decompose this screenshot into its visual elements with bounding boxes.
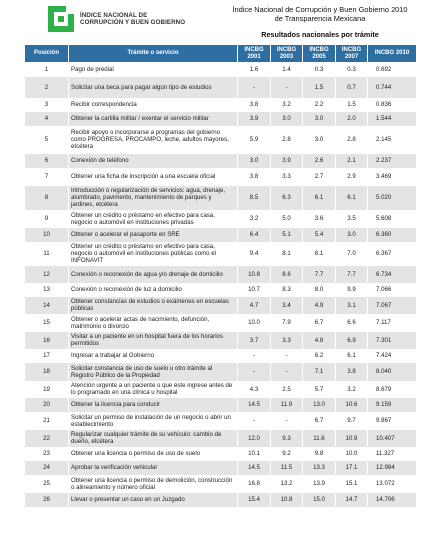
cell-incbg-2005: 8.0 xyxy=(303,283,336,297)
cell-incbg-2005: 0.3 xyxy=(303,63,336,77)
cell-incbg-2001: - xyxy=(238,77,271,98)
organization-name xyxy=(80,12,185,26)
table-row xyxy=(25,430,417,447)
column-header-posicion: Posición xyxy=(25,45,69,63)
cell-incbg-2007: 7.0 xyxy=(336,242,368,266)
cell-posicion: 7 xyxy=(25,168,69,186)
cell-posicion: 18 xyxy=(25,363,69,381)
cell-incbg-2003: 3.4 xyxy=(271,297,303,314)
table-body xyxy=(25,63,417,507)
cell-incbg-2003: 3.0 xyxy=(271,112,303,126)
cell-incbg-2010: 7.424 xyxy=(368,349,417,363)
cell-incbg-2005: 11.6 xyxy=(303,430,336,447)
cell-incbg-2005: 7.1 xyxy=(303,363,336,381)
cell-incbg-2007: 6.1 xyxy=(336,186,368,210)
cell-incbg-2007: 2.0 xyxy=(336,112,368,126)
cell-incbg-2007: 2.8 xyxy=(336,126,368,154)
cell-incbg-2010: 0.744 xyxy=(368,77,417,98)
cell-posicion: 2 xyxy=(25,77,69,98)
cell-incbg-2001: 4.7 xyxy=(238,297,271,314)
cell-incbg-2007: 10.9 xyxy=(336,430,368,447)
table-row xyxy=(25,210,417,228)
cell-incbg-2003: 6.3 xyxy=(271,186,303,210)
cell-incbg-2010: 2.237 xyxy=(368,154,417,168)
cell-incbg-2010: 6.360 xyxy=(368,228,417,242)
page-title-line2: de Transparencia Mexicana xyxy=(274,14,366,23)
cell-incbg-2003: 8.6 xyxy=(271,266,303,283)
cell-incbg-2001: 6.4 xyxy=(238,228,271,242)
cell-incbg-2010: 12.984 xyxy=(368,461,417,475)
table-row xyxy=(25,398,417,412)
cell-tramite: Conexión o reconexión de agua y/o drenaje de domicilio xyxy=(69,266,238,283)
cell-tramite: Obtener una ficha de inscripción a una escuela oficial xyxy=(69,168,238,186)
cell-incbg-2001: - xyxy=(238,349,271,363)
cell-incbg-2010: 8.040 xyxy=(368,363,417,381)
cell-incbg-2010: 5.608 xyxy=(368,210,417,228)
table-row xyxy=(25,283,417,297)
cell-posicion: 4 xyxy=(25,112,69,126)
cell-incbg-2001: 8.5 xyxy=(238,186,271,210)
cell-incbg-2010: 3.469 xyxy=(368,168,417,186)
cell-incbg-2001: 14.5 xyxy=(238,461,271,475)
incbg-logo-icon xyxy=(48,6,74,32)
cell-incbg-2010: 11.327 xyxy=(368,447,417,461)
cell-incbg-2005: 1.5 xyxy=(303,77,336,98)
cell-incbg-2007: 9.9 xyxy=(336,283,368,297)
table-row xyxy=(25,126,417,154)
cell-incbg-2001: 3.2 xyxy=(238,210,271,228)
cell-incbg-2001: 1.6 xyxy=(238,63,271,77)
cell-incbg-2005: 15.0 xyxy=(303,493,336,507)
cell-incbg-2003: - xyxy=(271,412,303,430)
cell-incbg-2005: 9.8 xyxy=(303,447,336,461)
cell-incbg-2005: 3.6 xyxy=(303,210,336,228)
cell-tramite: Obtener una licencia o permiso de demolición, construcción o alineamiento y número oficial xyxy=(69,475,238,493)
cell-posicion: 1 xyxy=(25,63,69,77)
cell-tramite: Obtener un crédito o préstamo en efectivo para casa, negocio o automóvil en instituciones privadas xyxy=(69,210,238,228)
table-row xyxy=(25,112,417,126)
cell-tramite: Solicitar constancia de uso de suelo u otro trámite al Registro Público de la Propiedad xyxy=(69,363,238,381)
table-row xyxy=(25,447,417,461)
cell-posicion: 15 xyxy=(25,314,69,332)
cell-incbg-2001: 3.0 xyxy=(238,154,271,168)
cell-incbg-2003: 9.3 xyxy=(271,430,303,447)
cell-incbg-2001: 4.3 xyxy=(238,381,271,398)
column-header-incbg-2003: INCBG 2003 xyxy=(271,45,303,63)
cell-incbg-2001: 10.8 xyxy=(238,266,271,283)
cell-incbg-2010: 5.020 xyxy=(368,186,417,210)
cell-incbg-2001: 14.5 xyxy=(238,398,271,412)
table-row xyxy=(25,381,417,398)
cell-posicion: 21 xyxy=(25,412,69,430)
cell-posicion: 5 xyxy=(25,126,69,154)
cell-incbg-2005: 3.0 xyxy=(303,126,336,154)
cell-incbg-2007: 0.7 xyxy=(336,77,368,98)
cell-posicion: 22 xyxy=(25,430,69,447)
cell-tramite: Solicitar una beca para pagar algún tipo de estudios xyxy=(69,77,238,98)
cell-incbg-2010: 6.734 xyxy=(368,266,417,283)
cell-tramite: Regularizar cualquier trámite de su vehículo: cambio de dueño, etcétera xyxy=(69,430,238,447)
column-header-incbg-2010: INCBG 2010 xyxy=(368,45,417,63)
cell-tramite: Obtener constancias de estudios o exámenes en escuelas públicas xyxy=(69,297,238,314)
cell-incbg-2010: 10.407 xyxy=(368,430,417,447)
cell-incbg-2003: 3.9 xyxy=(271,154,303,168)
cell-incbg-2001: 15.4 xyxy=(238,493,271,507)
cell-posicion: 25 xyxy=(25,475,69,493)
cell-incbg-2001: 10.7 xyxy=(238,283,271,297)
cell-incbg-2005: 3.0 xyxy=(303,112,336,126)
cell-posicion: 19 xyxy=(25,381,69,398)
cell-tramite: Conexión o reconexión de luz a domicilio xyxy=(69,283,238,297)
table-row xyxy=(25,266,417,283)
cell-posicion: 24 xyxy=(25,461,69,475)
cell-tramite: Obtener una licencia o permiso de uso de suelo xyxy=(69,447,238,461)
cell-incbg-2010: 2.145 xyxy=(368,126,417,154)
cell-incbg-2007: 10.6 xyxy=(336,398,368,412)
cell-incbg-2003: 8.3 xyxy=(271,283,303,297)
cell-incbg-2003: 9.2 xyxy=(271,447,303,461)
cell-posicion: 8 xyxy=(25,186,69,210)
table-row xyxy=(25,412,417,430)
cell-incbg-2005: 2.7 xyxy=(303,168,336,186)
cell-incbg-2007: 2.1 xyxy=(336,154,368,168)
column-header-incbg-2001: INCBG 2001 xyxy=(238,45,271,63)
cell-incbg-2010: 0.836 xyxy=(368,98,417,112)
cell-incbg-2001: 3.9 xyxy=(238,112,271,126)
table-row xyxy=(25,332,417,349)
cell-incbg-2001: - xyxy=(238,412,271,430)
cell-tramite: Llevar o presentar un caso en un Juzgado xyxy=(69,493,238,507)
cell-incbg-2003: 5.1 xyxy=(271,228,303,242)
table-header-row xyxy=(25,45,417,63)
cell-incbg-2005: 5.4 xyxy=(303,228,336,242)
cell-incbg-2005: 2.6 xyxy=(303,154,336,168)
cell-incbg-2007: 7.7 xyxy=(336,266,368,283)
cell-incbg-2005: 6.1 xyxy=(303,186,336,210)
organization-name-line2: CORRUPCIÓN Y BUEN GOBIERNO xyxy=(80,19,186,26)
cell-tramite: Obtener o acelerar el pasaporte en SRE xyxy=(69,228,238,242)
cell-incbg-2005: 6.2 xyxy=(303,349,336,363)
column-header-tramite: Trámite o servicio xyxy=(69,45,238,63)
cell-incbg-2010: 8.679 xyxy=(368,381,417,398)
cell-incbg-2003: 2.8 xyxy=(271,126,303,154)
cell-incbg-2005: 4.9 xyxy=(303,297,336,314)
cell-incbg-2007: 3.1 xyxy=(336,297,368,314)
table-row xyxy=(25,228,417,242)
cell-incbg-2007: 3.5 xyxy=(336,210,368,228)
cell-incbg-2010: 13.072 xyxy=(368,475,417,493)
column-header-incbg-2007: INCBG 2007 xyxy=(336,45,368,63)
cell-incbg-2001: 12.0 xyxy=(238,430,271,447)
cell-incbg-2007: 3.2 xyxy=(336,381,368,398)
table-row xyxy=(25,297,417,314)
cell-incbg-2001: 16.8 xyxy=(238,475,271,493)
results-table xyxy=(24,44,417,507)
cell-incbg-2003: 7.9 xyxy=(271,314,303,332)
cell-incbg-2003: - xyxy=(271,77,303,98)
cell-posicion: 11 xyxy=(25,242,69,266)
cell-incbg-2010: 7.301 xyxy=(368,332,417,349)
cell-incbg-2001: 10.0 xyxy=(238,314,271,332)
column-header-incbg-2005: INCBG 2005 xyxy=(303,45,336,63)
cell-incbg-2003: 3.2 xyxy=(271,98,303,112)
cell-incbg-2003: 11.9 xyxy=(271,398,303,412)
cell-posicion: 26 xyxy=(25,493,69,507)
cell-incbg-2003: 11.5 xyxy=(271,461,303,475)
cell-incbg-2003: 2.5 xyxy=(271,381,303,398)
cell-incbg-2007: 6.1 xyxy=(336,349,368,363)
cell-incbg-2005: 7.7 xyxy=(303,266,336,283)
cell-incbg-2005: 13.3 xyxy=(303,461,336,475)
table-row xyxy=(25,77,417,98)
cell-incbg-2005: 6.7 xyxy=(303,314,336,332)
cell-incbg-2005: 4.8 xyxy=(303,332,336,349)
cell-incbg-2007: 9.7 xyxy=(336,412,368,430)
table-row xyxy=(25,475,417,493)
cell-incbg-2007: 2.9 xyxy=(336,168,368,186)
cell-tramite: Recibir correspondencia xyxy=(69,98,238,112)
cell-posicion: 20 xyxy=(25,398,69,412)
cell-posicion: 14 xyxy=(25,297,69,314)
cell-incbg-2003: 1.4 xyxy=(271,63,303,77)
table-row xyxy=(25,363,417,381)
table-row xyxy=(25,168,417,186)
cell-incbg-2001: - xyxy=(238,363,271,381)
table-row xyxy=(25,98,417,112)
cell-tramite: Obtener la licencia para conducir xyxy=(69,398,238,412)
page-title-line1: Índice Nacional de Corrupción y Buen Gobierno 2010 xyxy=(232,5,408,14)
cell-incbg-2010: 6.367 xyxy=(368,242,417,266)
table-row xyxy=(25,186,417,210)
document-header xyxy=(0,0,423,44)
cell-posicion: 10 xyxy=(25,228,69,242)
cell-tramite: Pago de predial xyxy=(69,63,238,77)
cell-posicion: 12 xyxy=(25,266,69,283)
table-row xyxy=(25,493,417,507)
cell-incbg-2007: 17.1 xyxy=(336,461,368,475)
cell-incbg-2003: 10.8 xyxy=(271,493,303,507)
cell-incbg-2005: 5.7 xyxy=(303,381,336,398)
cell-incbg-2010: 9.159 xyxy=(368,398,417,412)
cell-posicion: 3 xyxy=(25,98,69,112)
cell-tramite: Aprobar la verificación vehicular xyxy=(69,461,238,475)
cell-incbg-2003: 5.0 xyxy=(271,210,303,228)
table-row xyxy=(25,349,417,363)
table-row xyxy=(25,154,417,168)
cell-incbg-2007: 3.0 xyxy=(336,228,368,242)
cell-incbg-2003: 3.3 xyxy=(271,168,303,186)
cell-incbg-2010: 0.692 xyxy=(368,63,417,77)
cell-incbg-2001: 3.7 xyxy=(238,332,271,349)
cell-tramite: Visitar a un paciente en un hospital fuera de los horarios permitidos xyxy=(69,332,238,349)
cell-incbg-2005: 6.7 xyxy=(303,412,336,430)
cell-incbg-2010: 9.867 xyxy=(368,412,417,430)
table-row xyxy=(25,242,417,266)
cell-tramite: Obtener un crédito o préstamo en efectivo para casa, negocio o automóvil en instituciones públicas como el INFONAVIT xyxy=(69,242,238,266)
table-row xyxy=(25,63,417,77)
cell-tramite: Ingresar a trabajar al Gobierno xyxy=(69,349,238,363)
cell-incbg-2007: 6.6 xyxy=(336,314,368,332)
cell-posicion: 6 xyxy=(25,154,69,168)
cell-incbg-2010: 1.544 xyxy=(368,112,417,126)
cell-posicion: 17 xyxy=(25,349,69,363)
cell-tramite: Conexión de teléfono xyxy=(69,154,238,168)
cell-incbg-2003: 3.3 xyxy=(271,332,303,349)
cell-incbg-2001: 3.8 xyxy=(238,168,271,186)
cell-incbg-2007: 6.9 xyxy=(336,332,368,349)
cell-incbg-2005: 13.9 xyxy=(303,475,336,493)
cell-incbg-2010: 7.067 xyxy=(368,297,417,314)
cell-incbg-2007: 10.0 xyxy=(336,447,368,461)
cell-incbg-2005: 13.0 xyxy=(303,398,336,412)
organization-name-line1: ÍNDICE NACIONAL DE xyxy=(80,12,148,19)
cell-incbg-2003: 8.1 xyxy=(271,242,303,266)
cell-incbg-2010: 7.117 xyxy=(368,314,417,332)
cell-incbg-2005: 8.1 xyxy=(303,242,336,266)
cell-tramite: Obtener la cartilla militar / exentar el servicio militar xyxy=(69,112,238,126)
cell-incbg-2007: 15.1 xyxy=(336,475,368,493)
cell-tramite: Atención urgente a un paciente o que éste ingrese antes de lo programado en una clínica u hospital xyxy=(69,381,238,398)
page-title xyxy=(222,5,418,23)
cell-incbg-2001: 3.8 xyxy=(238,98,271,112)
cell-tramite: Introducción o regularización de servicios: agua, drenaje, alumbrado, pavimento, mantenimiento de parques y jardines, etcétera xyxy=(69,186,238,210)
cell-incbg-2010: 14.706 xyxy=(368,493,417,507)
cell-incbg-2007: 0.3 xyxy=(336,63,368,77)
cell-posicion: 13 xyxy=(25,283,69,297)
cell-tramite: Solicitar un permiso de instalación de un negocio o abrir un establecimiento xyxy=(69,412,238,430)
page-subtitle: Resultados nacionales por trámite xyxy=(261,30,379,39)
cell-posicion: 16 xyxy=(25,332,69,349)
cell-incbg-2007: 3.8 xyxy=(336,363,368,381)
cell-incbg-2001: 5.9 xyxy=(238,126,271,154)
cell-incbg-2003: - xyxy=(271,363,303,381)
cell-incbg-2003: - xyxy=(271,349,303,363)
cell-tramite: Obtener o acelerar actas de nacimiento, defunción, matrimonio o divorcio xyxy=(69,314,238,332)
table-row xyxy=(25,314,417,332)
table-row xyxy=(25,461,417,475)
cell-incbg-2003: 13.2 xyxy=(271,475,303,493)
cell-posicion: 9 xyxy=(25,210,69,228)
cell-incbg-2007: 14.7 xyxy=(336,493,368,507)
cell-incbg-2007: 1.5 xyxy=(336,98,368,112)
cell-incbg-2005: 2.2 xyxy=(303,98,336,112)
cell-tramite: Recibir apoyo o incorporarse a programas del gobierno como PROGRESA, PROCAMPO, leche, adultos mayores, etcétera xyxy=(69,126,238,154)
cell-incbg-2010: 7.066 xyxy=(368,283,417,297)
cell-incbg-2001: 9.4 xyxy=(238,242,271,266)
cell-incbg-2001: 10.1 xyxy=(238,447,271,461)
cell-posicion: 23 xyxy=(25,447,69,461)
